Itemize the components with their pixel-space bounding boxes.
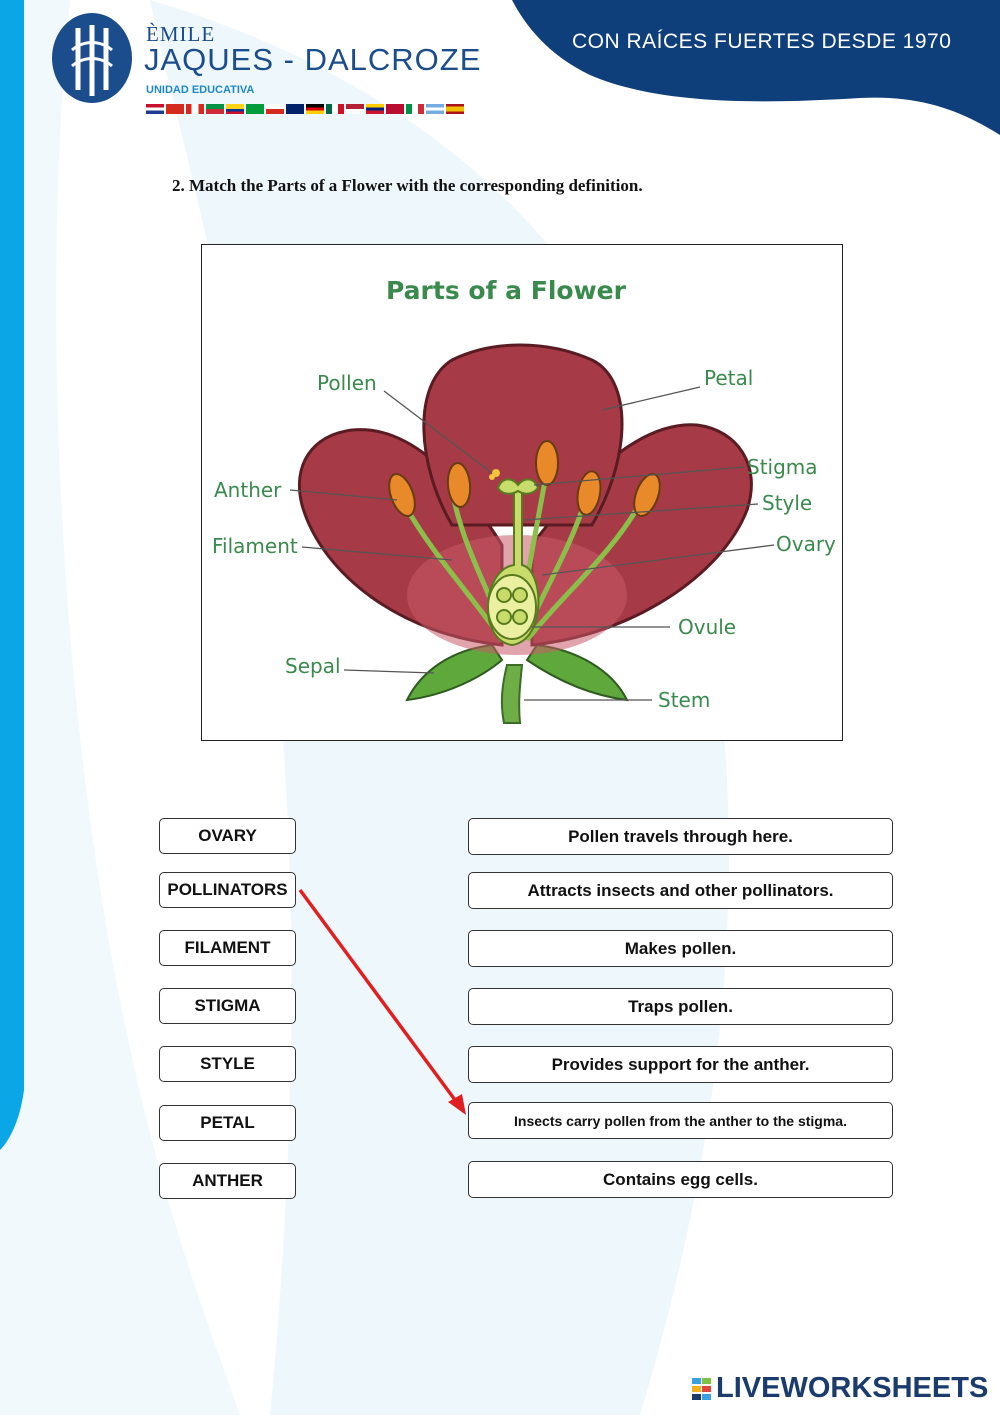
word-anther[interactable]: ANTHER [159, 1163, 296, 1199]
liveworksheets-brand: LIVEWORKSHEETS [716, 1372, 989, 1404]
word-style[interactable]: STYLE [159, 1046, 296, 1082]
logo-text-unit: UNIDAD EDUCATIVA [146, 84, 255, 96]
label-ovule: Ovule [678, 615, 737, 639]
liveworksheets-icon [692, 1378, 712, 1400]
label-filament: Filament [212, 534, 298, 558]
definition-pollen-travels[interactable]: Pollen travels through here. [468, 818, 893, 855]
word-pollinators[interactable]: POLLINATORS [159, 872, 296, 908]
header-banner [512, 0, 1000, 135]
logo-text-emile: ÈMILE [146, 22, 216, 46]
school-tagline: CON RAÍCES FUERTES DESDE 1970 [572, 30, 952, 53]
label-ovary: Ovary [776, 532, 836, 556]
definition-attracts-insects[interactable]: Attracts insects and other pollinators. [468, 872, 893, 909]
diagram-title: Parts of a Flower [386, 276, 626, 305]
logo-text-name: JAQUES - DALCROZE [144, 42, 482, 77]
label-sepal: Sepal [285, 654, 341, 678]
exercise-instruction: 2. Match the Parts of a Flower with the corresponding definition. [172, 176, 643, 195]
label-petal: Petal [704, 366, 754, 390]
definition-insects-carry-pollen[interactable]: Insects carry pollen from the anther to the stigma. [468, 1102, 893, 1139]
school-logo [50, 10, 480, 120]
label-style: Style [762, 491, 813, 515]
flower-diagram [201, 244, 843, 741]
word-stigma[interactable]: STIGMA [159, 988, 296, 1024]
word-filament[interactable]: FILAMENT [159, 930, 296, 966]
word-ovary[interactable]: OVARY [159, 818, 296, 854]
label-pollen: Pollen [317, 371, 377, 395]
label-stem: Stem [658, 688, 711, 712]
definition-makes-pollen[interactable]: Makes pollen. [468, 930, 893, 967]
flags-strip [146, 104, 464, 114]
definition-traps-pollen[interactable]: Traps pollen. [468, 988, 893, 1025]
definition-supports-anther[interactable]: Provides support for the anther. [468, 1046, 893, 1083]
definition-egg-cells[interactable]: Contains egg cells. [468, 1161, 893, 1198]
stem-shape [502, 665, 522, 723]
label-stigma: Stigma [747, 455, 818, 479]
left-accent-bar [0, 0, 24, 1150]
word-petal[interactable]: PETAL [159, 1105, 296, 1141]
label-anther: Anther [214, 478, 282, 502]
logo-emblem-icon [50, 10, 140, 110]
